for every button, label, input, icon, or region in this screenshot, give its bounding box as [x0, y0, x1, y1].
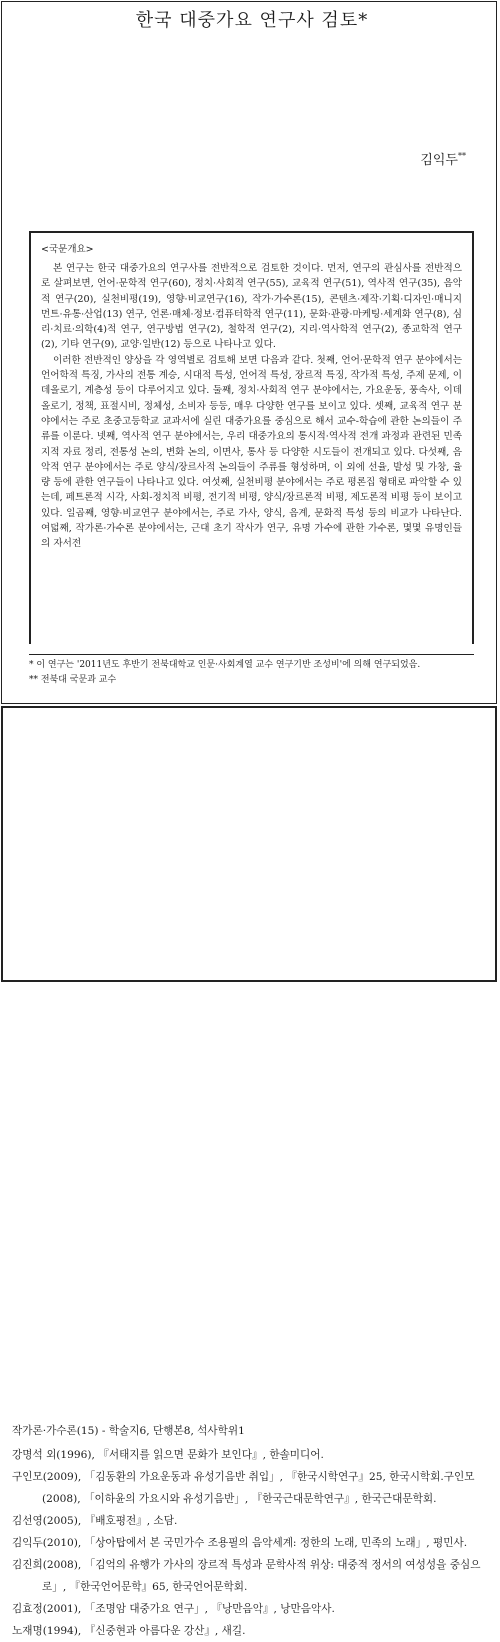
author-footnote-mark: ** — [458, 151, 466, 161]
abstract-box — [29, 231, 474, 644]
reference-item: 김익두(2010), 「상아탑에서 본 국민가수 조용필의 음악세계: 정한의 노래, 민족의 노래」, 평민사. — [12, 1537, 468, 1549]
reference-section-heading: 작가론·가수론(15) - 학술지6, 단행본8, 석사학위1 — [12, 1425, 245, 1437]
reference-item: 구인모(2009), 「김동환의 가요운동과 유성기음반 취입」, 『한국시학연구』25, 한국시학회.구인모(2008), 「이하윤의 가요시와 유성기음반」, 『한국근대문학연구』, 한국근대문학회. — [12, 1471, 475, 1505]
footnote-funding: * 이 연구는 '2011년도 후반기 전북대학교 인문·사회계열 교수 연구기반 조성비'에 의해 연구되었음. — [29, 660, 421, 670]
article-first-page — [1, 1, 497, 704]
reference-item: 김효정(2001), 「조명암 대중가요 연구」, 『낭만음악』, 낭만음악사. — [12, 1603, 335, 1615]
reference-item: 노재명(1994), 『신중현과 아름다운 강산』, 새길. — [12, 1625, 246, 1637]
footnote-affiliation: ** 전북대 국문과 교수 — [29, 675, 117, 685]
abstract-paragraph-2: 이러한 전반적인 양상을 각 영역별로 검토해 보면 다음과 같다. 첫째, 언어·문학적 연구 분야에서는 언어학적 특징, 가사의 전통 계승, 시대적 특성, 언어적 특성, 장르적 특징, 작가적 특성, 주제 문제, 이데올로기, 계층성 등이 다루어지고 있다. 둘째, 정치·사회적 연구 분야에서는, 가요운동, 풍속사, 이데올로기, 정책, 표절시비, 정체성, 소비자 등등, 매우 다양한 연구를 보이고 있다. 셋째, 교육적 연구 분야에서는 주로 초중고등학교 교과서에 실린 대중가요를 중심으로 해서 교수-학습에 관한 논의들이 주류를 이룬다. 넷째, 역사적 연구 분야에서는, 우리 대중가요의 통시적·역사적 전개 과정과 관련된 민족지적 자료 정리, 전통성 논의, 변화 논의, 이면사, 통사 등 다양한 시도들이 전개되고 있다. 다섯째, 음악적 연구 분야에서는 주로 양식/장르사적 논의들이 주류를 형성하며, 이 외에 선율, 발성 및 가창, 율량 등에 관한 연구들이 나타나고 있다. 여섯째, 실천비평 분야에서는 주로 평론집 형태로 파악할 수 있는데, 페트론적 시각, 사회-정치적 비평, 전기적 비평, 양식/장르론적 비평, 제도론적 비평 등이 보이고 있다. 일곱째, 영향·비교연구 분야에서는, 주로 가사, 양식, 음계, 문화적 특성 등의 비교가 나타난다. 여덟째, 작가론·가수론 분야에서는, 근대 초기 작사가 연구, 유명 가수에 관한 가수론, 몇몇 유명인들의 자서전 — [41, 354, 462, 550]
references-excerpt — [1, 706, 497, 1637]
author — [420, 149, 466, 168]
author-name: 김익두 — [420, 153, 458, 168]
reference-item: 김진희(2008), 「김억의 유행가 가사의 장르적 특성과 문학사적 위상: 대중적 정서의 여성성을 중심으로」, 『한국언어문학』65, 한국언어문학회. — [12, 1559, 481, 1593]
reference-list — [12, 1420, 492, 1642]
abstract-label: <국문개요> — [41, 244, 94, 255]
footnote-divider — [29, 654, 474, 655]
paper-title: 한국 대중가요 연구사 검토* — [135, 10, 369, 31]
reference-item: 김선영(2005), 『배호평전』, 소담. — [12, 1515, 178, 1527]
abstract-paragraph-1: 본 연구는 한국 대중가요의 연구사를 전반적으로 검토한 것이다. 먼저, 연구의 관심사를 전반적으로 살펴보면, 언어·문학적 연구(60), 정치·사회적 연구(55), 교육적 연구(51), 역사적 연구(35), 음악적 연구(20), 실천비평(19), 영향·비교연구(16), 작가·가수론(15), 콘텐츠·제작·기획·디자인·매니지먼트·유통·산업(13) 연구, 언론·매체·정보·컴퓨터학적 연구(11), 문화·관광·마케팅·세계화 연구(8), 심리·치료·의학(4)적 연구, 연구방법 연구(2), 철학적 연구(2), 지리·역사학적 연구(2), 종교학적 연구(2), 기타 연구(9), 교양·일반(12) 등으로 나타나고 있다. — [41, 263, 462, 351]
reference-item: 강명석 외(1996), 『서태지를 읽으면 문화가 보인다』, 한솔미디어. — [12, 1449, 324, 1461]
footnotes — [29, 658, 474, 688]
